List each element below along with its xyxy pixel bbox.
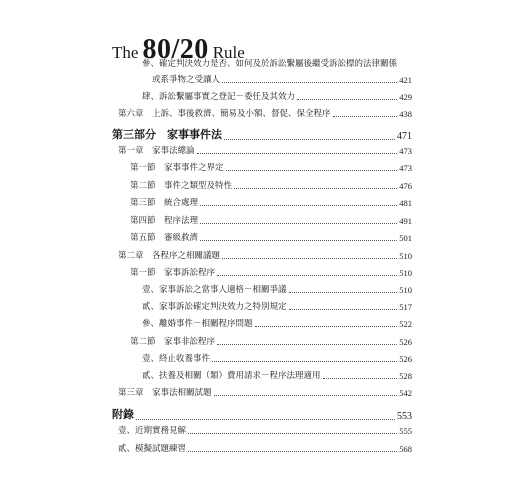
page-number: 528 — [399, 371, 412, 381]
page-number: 517 — [399, 302, 412, 312]
leader-dots — [136, 419, 395, 420]
toc-appendix — [112, 406, 412, 422]
leader-dots — [217, 344, 397, 345]
toc-entry-title: 附錄 — [112, 409, 134, 421]
leader-dots — [234, 188, 397, 189]
page-number: 555 — [399, 426, 412, 436]
leader-dots — [214, 395, 398, 396]
page-number: 438 — [399, 109, 412, 119]
toc-ch2-s2-item-a — [142, 352, 412, 364]
page-number: 522 — [399, 319, 412, 329]
toc-entry-title: 肆、訴訟繫屬事實之登記－委任及其效力 — [142, 92, 296, 102]
toc-appendix-2 — [118, 442, 412, 454]
leader-dots — [224, 139, 395, 140]
page-number: 501 — [399, 233, 412, 243]
page-number: 526 — [399, 337, 412, 347]
page-number: 476 — [399, 181, 412, 191]
toc-ch2-s1-item-a — [142, 283, 412, 295]
page-number: 473 — [399, 163, 412, 173]
toc-entry-si — [142, 90, 412, 102]
toc-entry-title: 第六章 上訴、事後救濟、簡易及小額、督促、保全程序 — [118, 108, 331, 118]
page-number: 491 — [399, 216, 412, 226]
toc-appendix-1 — [118, 424, 412, 436]
page-number: 542 — [399, 388, 412, 398]
brand-suffix: Rule — [212, 43, 245, 62]
toc-section-2 — [130, 179, 412, 191]
leader-dots — [333, 116, 398, 117]
toc-ch2-section-2 — [130, 335, 412, 347]
leader-dots — [226, 170, 398, 171]
toc-entry-san-line1: 參、確定判決效力是否、如何及於訴訟繫屬後繼受訴訟標的法律關係 — [142, 59, 398, 69]
leader-dots — [212, 361, 397, 362]
toc-entry-title: 第三章 家事法相關試題 — [118, 387, 212, 397]
toc-chapter-6 — [118, 107, 412, 119]
leader-dots — [255, 326, 398, 327]
page-number: 526 — [399, 354, 412, 364]
toc-entry-title: 壹、家事訴訟之當事人適格－相關爭議 — [142, 285, 287, 295]
page-number: 421 — [399, 75, 412, 85]
leader-dots — [323, 378, 398, 379]
leader-dots — [188, 433, 397, 434]
leader-dots — [289, 292, 398, 293]
page-number: 510 — [399, 251, 412, 261]
toc-entry-title: 壹、近期實務見解 — [118, 425, 187, 435]
toc-entry-title: 參、離婚事件－相關程序問題 — [142, 319, 253, 329]
toc-ch2-s1-item-c — [142, 317, 412, 329]
toc-ch2-s1-item-b — [142, 300, 412, 312]
toc-entry-title: 第二章 各程序之相關議題 — [118, 250, 221, 260]
brand-number: 80/20 — [142, 34, 209, 65]
toc-entry-title: 第四節 程序法理 — [130, 216, 199, 226]
leader-dots — [222, 82, 397, 83]
leader-dots — [200, 205, 397, 206]
page-number: 553 — [397, 411, 412, 422]
page-number: 510 — [399, 268, 412, 278]
toc-entry-title: 壹、終止收養事件 — [142, 354, 211, 364]
toc-entry-title: 第二節 家事非訟程序 — [130, 337, 216, 347]
toc-entry-title: 貳、模擬試題練習 — [118, 443, 187, 453]
page-number: 510 — [399, 285, 412, 295]
brand-prefix: The — [112, 43, 139, 62]
toc-part-3 — [112, 126, 412, 142]
toc-entry-title: 第三部分 家事事件法 — [112, 129, 222, 141]
toc-chapter-3 — [118, 386, 412, 398]
leader-dots — [222, 258, 397, 259]
leader-dots — [217, 275, 397, 276]
toc-section-1 — [130, 161, 412, 173]
toc-section-4 — [130, 214, 412, 226]
toc-entry-title: 第一章 家事法總論 — [118, 145, 195, 155]
toc-entry-title: 貳、扶養及相關（類）費用請求－程序法理適用 — [142, 371, 321, 381]
leader-dots — [297, 99, 397, 100]
toc-section-3 — [130, 196, 412, 208]
page-number: 471 — [397, 131, 412, 142]
page-number: 473 — [399, 146, 412, 156]
leader-dots — [188, 451, 397, 452]
leader-dots — [289, 309, 398, 310]
toc-entry-title: 第二節 事件之類型及特性 — [130, 181, 233, 191]
toc-entry-title: 第一節 家事事件之界定 — [130, 163, 224, 173]
toc-entry-title: 第一節 家事訴訟程序 — [130, 268, 216, 278]
toc-entry-title: 第三節 統合處理 — [130, 198, 199, 208]
page-number: 568 — [399, 444, 412, 454]
toc-ch2-s2-item-b — [142, 369, 412, 381]
toc-chapter-1 — [118, 144, 412, 156]
toc-chapter-2 — [118, 249, 412, 261]
toc-ch2-section-1 — [130, 266, 412, 278]
page-number: 429 — [399, 92, 412, 102]
toc-entry-title: 第五節 審級救濟 — [130, 233, 199, 243]
leader-dots — [200, 223, 397, 224]
toc-entry-san — [152, 73, 412, 85]
toc-section-5 — [130, 231, 412, 243]
leader-dots — [200, 240, 397, 241]
toc-entry-title: 或系爭物之受讓人 — [152, 75, 221, 85]
page-number: 481 — [399, 198, 412, 208]
toc-entry-title: 貳、家事訴訟確定判決效力之特別規定 — [142, 302, 287, 312]
leader-dots — [197, 153, 398, 154]
